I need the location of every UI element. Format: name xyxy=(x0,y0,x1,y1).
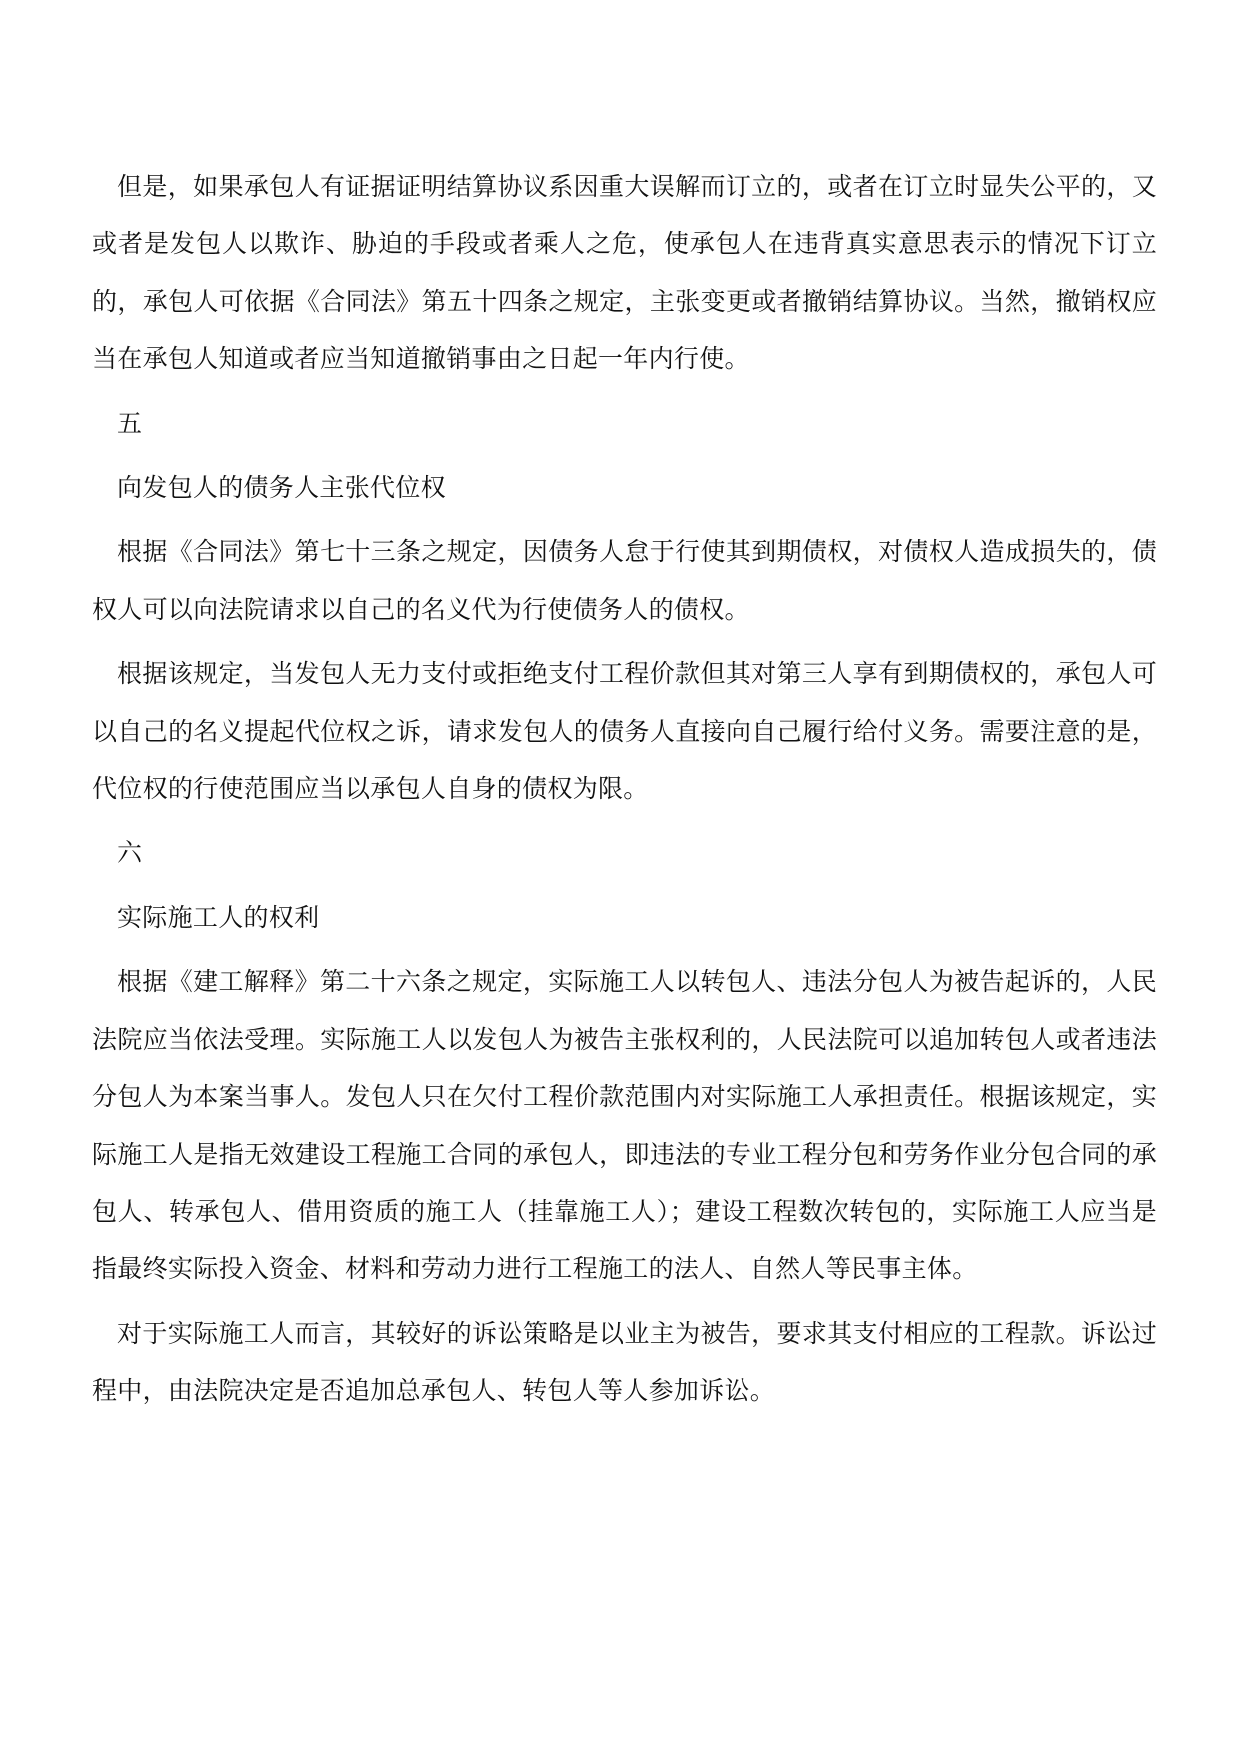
section-title-actual-builder: 实际施工人的权利 xyxy=(117,902,320,932)
section-title-subrogation: 向发包人的债务人主张代位权 xyxy=(117,473,446,503)
paragraph-actual-builder-rights: 根据《建工解释》第二十六条之规定，实际施工人以转包人、违法分包人为被告起诉的，人民法院应当依法受理。实际施工人以发包人为被告主张权利的，人民法院可以追加转包人或者违法分包人为本案当事人。发包人只在欠付工程价款范围内对实际施工人承担责任。根据该规定，实际施工人是指无效建设工程施工合同的承包人，即违法的专业工程分包和劳务作业分包合同的承包人、转承包人、借用资质的施工人（挂靠施工人）；建设工程数次转包的，实际施工人应当是指最终实际投入资金、材料和劳动力进行工程施工的法人、自然人等民事主体。 xyxy=(92,967,1157,1284)
paragraph-subrogation-law: 根据《合同法》第七十三条之规定，因债务人怠于行使其到期债权，对债权人造成损失的，债权人可以向法院请求以自己的名义代为行使债务人的债权。 xyxy=(92,537,1157,624)
paragraph-litigation-strategy: 对于实际施工人而言，其较好的诉讼策略是以业主为被告，要求其支付相应的工程款。诉讼过程中，由法院决定是否追加总承包人、转包人等人参加诉讼。 xyxy=(92,1318,1157,1406)
paragraph-settlement-revocation: 但是，如果承包人有证据证明结算协议系因重大误解而订立的，或者在订立时显失公平的，又或者是发包人以欺诈、胁迫的手段或者乘人之危，使承包人在违背真实意思表示的情况下订立的，承包人可依据《合同法》第五十四条之规定，主张变更或者撤销结算协议。当然，撤销权应当在承包人知道或者应当知道撤销事由之日起一年内行使。 xyxy=(92,172,1157,374)
document-page xyxy=(92,0,1157,1754)
section-number-five: 五 xyxy=(117,408,143,438)
section-number-six: 六 xyxy=(117,838,143,868)
document-body xyxy=(92,158,1157,1420)
paragraph-subrogation-application: 根据该规定，当发包人无力支付或拒绝支付工程价款但其对第三人享有到期债权的，承包人可以自己的名义提起代位权之诉，请求发包人的债务人直接向自己履行给付义务。需要注意的是，代位权的行使范围应当以承包人自身的债权为限。 xyxy=(92,659,1157,804)
